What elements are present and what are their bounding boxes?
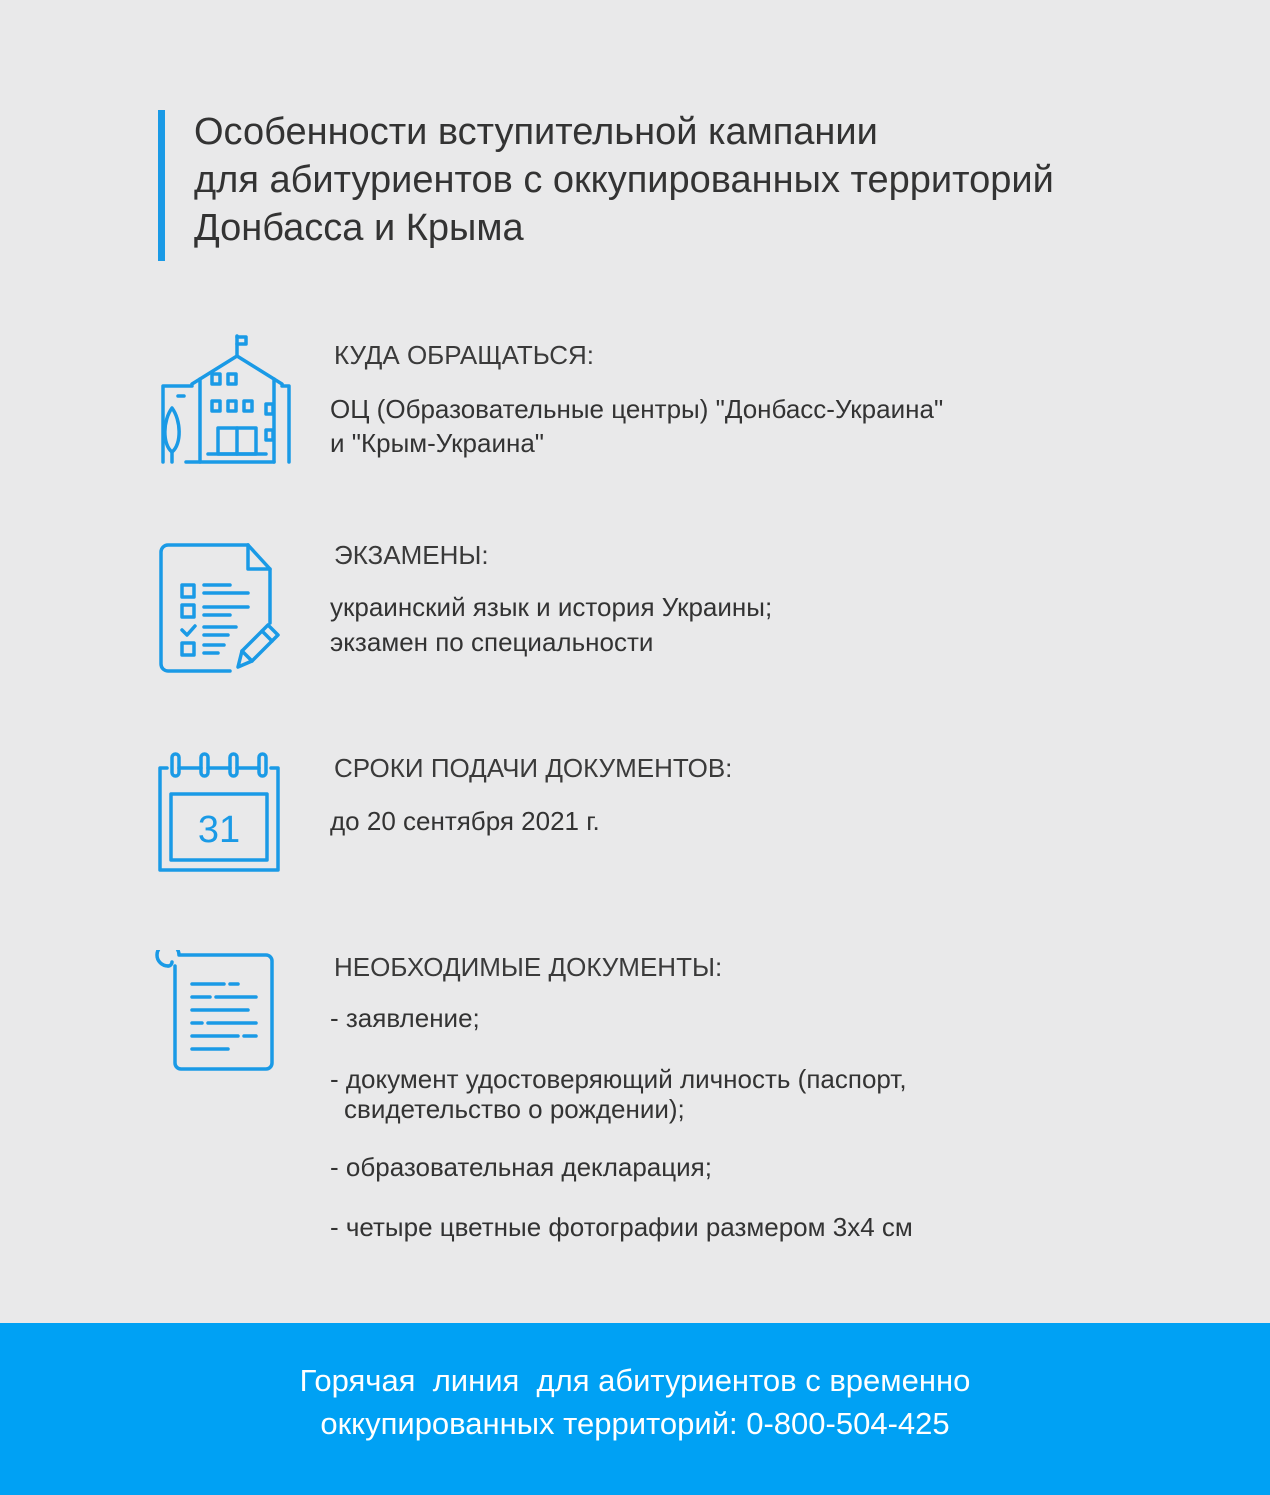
page-title xyxy=(158,110,1054,261)
exam-checklist-icon xyxy=(158,543,283,675)
document-item-identity-line-1: - документ удостоверяющий личность (паспорт, xyxy=(330,1064,907,1094)
section-text-where-to-apply-2: и "Крым-Украина" xyxy=(330,428,545,458)
section-text-exams-2: экзамен по специальности xyxy=(330,627,654,657)
section-heading-documents: НЕОБХОДИМЫЕ ДОКУМЕНТЫ: xyxy=(334,952,723,982)
page-title-line-1: Особенности вступительной кампании xyxy=(194,111,878,153)
section-text-where-to-apply-1: ОЦ (Образовательные центры) "Донбасс-Украина" xyxy=(330,394,944,424)
school-building-icon xyxy=(158,334,292,466)
section-text-deadlines-1: до 20 сентября 2021 г. xyxy=(330,806,600,836)
hotline-text-line-1: Горячая линия для абитуриентов с временно xyxy=(299,1363,971,1398)
document-item-identity-line-2: свидетельство о рождении); xyxy=(344,1094,685,1124)
document-scroll-icon xyxy=(152,950,278,1074)
section-heading-deadlines: СРОКИ ПОДАЧИ ДОКУМЕНТОВ: xyxy=(334,753,733,783)
page-title-line-2: для абитуриентов с оккупированных территорий xyxy=(194,159,1054,201)
calendar-icon xyxy=(157,750,282,874)
hotline-banner xyxy=(0,1323,1270,1495)
document-item-identity xyxy=(330,1064,907,1124)
calendar-icon-day: 31 xyxy=(197,809,241,851)
document-item-declaration: - образовательная декларация; xyxy=(330,1152,712,1182)
section-heading-where-to-apply: КУДА ОБРАЩАТЬСЯ: xyxy=(334,340,595,370)
document-item-photos: - четыре цветные фотографии размером 3х4 см xyxy=(330,1212,913,1242)
section-heading-exams: ЭКЗАМЕНЫ: xyxy=(334,540,489,570)
section-text-exams-1: украинский язык и история Украины; xyxy=(330,592,773,622)
page-title-line-3: Донбасса и Крыма xyxy=(194,207,524,249)
document-item-application: - заявление; xyxy=(330,1003,480,1033)
hotline-text-line-2: оккупированных территорий: 0-800-504-425 xyxy=(320,1406,950,1441)
